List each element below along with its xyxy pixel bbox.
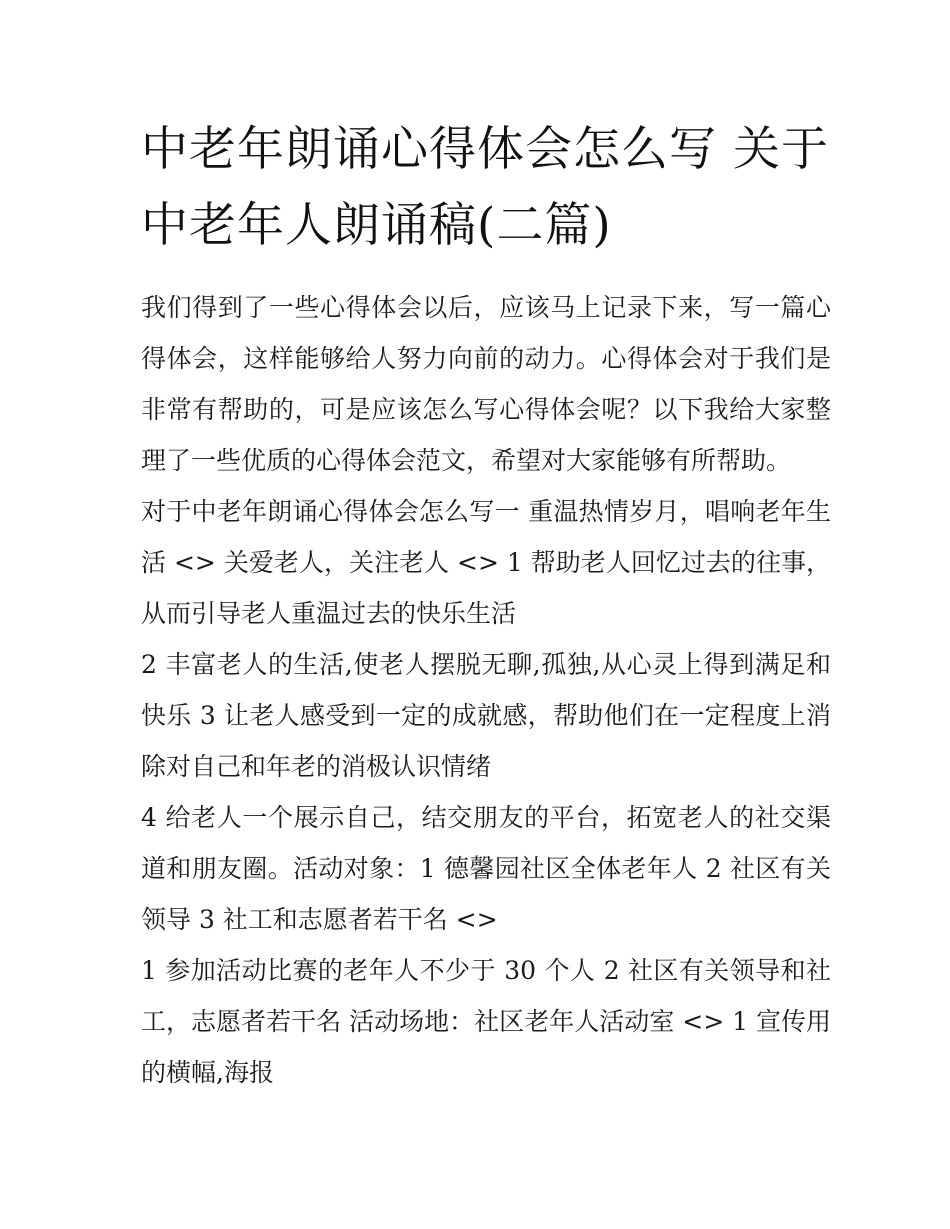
document-body [141,112,831,1098]
paragraph-4: 1 参加活动比赛的老年人不少于 30 个人 2 社区有关领导和社工，志愿者若干名 活动场地：社区老年人活动室 <> 1 宣传用的横幅,海报 [141,956,831,1087]
paragraph-3: 4 给老人一个展示自己，结交朋友的平台，拓宽老人的社交渠道和朋友圈。活动对象：1 德馨园社区全体老年人 2 社区有关领导 3 社工和志愿者若干名 <> [141,803,831,934]
paragraph-2: 2 丰富老人的生活,使老人摆脱无聊,孤独,从心灵上得到满足和快乐 3 让老人感受到一定的成就感，帮助他们在一定程度上消除对自己和年老的消极认识情绪 [141,650,831,781]
paragraph-1: 对于中老年朗诵心得体会怎么写一 重温热情岁月，唱响老年生活 <> 关爱老人，关注老人 <> 1 帮助老人回忆过去的往事，从而引导老人重温过去的快乐生活 [141,497,831,628]
paragraph-intro: 我们得到了一些心得体会以后，应该马上记录下来，写一篇心得体会，这样能够给人努力向前的动力。心得体会对于我们是非常有帮助的，可是应该怎么写心得体会呢？以下我给大家整理了一些优质的心得体会范文，希望对大家能够有所帮助。 [141,293,831,475]
document-title: 中老年朗诵心得体会怎么写 关于中老年人朗诵稿(二篇) [141,122,829,253]
